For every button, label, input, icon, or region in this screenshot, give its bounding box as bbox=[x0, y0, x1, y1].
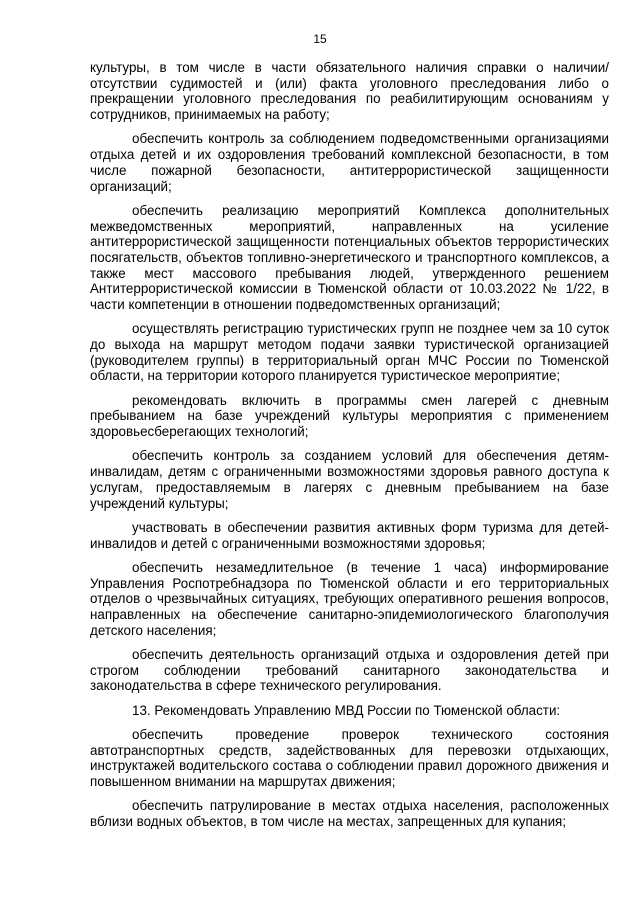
paragraph-active-tourism: участвовать в обеспечении развития активных форм туризма для детей-инвалидов и детей с ограниченными возможностями здоровья; bbox=[90, 519, 609, 551]
paragraph-emergency-notification: обеспечить незамедлительное (в течение 1 часа) информирование Управления Роспотребнадзора по Тюменской области и его территориальных отделов о чрезвычайных ситуациях, требующих оперативного решения вопросов, направленных на обеспечение санитарно-эпидемиологического благополучия детского населения; bbox=[90, 559, 609, 638]
paragraph-item-13-heading: 13. Рекомендовать Управлению МВД России по Тюменской области: bbox=[132, 702, 561, 718]
paragraph-tourist-registration: осуществлять регистрацию туристических групп не позднее чем за 10 суток до выхода на маршрут методом подачи заявки туристической организацией (руководителем группы) в территориальный орган МЧС России по Тюменской области, на территории которого планируется туристическое мероприятие; bbox=[90, 321, 609, 384]
paragraph-safety-control: обеспечить контроль за соблюдением подведомственными организациями отдыха детей и их оздоровления требований комплексной безопасности, в том числе пожарной безопасности, антитеррористической защищенности организаций; bbox=[90, 131, 609, 194]
paragraph-continuation: культуры, в том числе в части обязательного наличия справки о наличии/отсутствии судимостей и (или) факта уголовного преследования либо о прекращении уголовного преследования по реабилитирующим основаниям у сотрудников, принимаемых на работу; bbox=[90, 60, 609, 123]
paragraph-disabled-access: обеспечить контроль за созданием условий для обеспечения детям-инвалидам, детям с ограниченными возможностями здоровья равного доступа к услугам, предоставляемым в лагерях с дневным пребыванием на базе учреждений культуры; bbox=[90, 448, 609, 511]
paragraph-health-technologies: рекомендовать включить в программы смен лагерей с дневным пребыванием на базе учреждений культуры мероприятия с применением здоровьесберегающих технологий; bbox=[90, 392, 609, 440]
paragraph-sanitary-compliance: обеспечить деятельность организаций отдыха и оздоровления детей при строгом соблюдении требований санитарного законодательства и законодательства в сфере технического регулирования. bbox=[90, 646, 609, 694]
document-body bbox=[90, 60, 609, 838]
paragraph-patrolling: обеспечить патрулирование в местах отдыха населения, расположенных вблизи водных объектов, в том числе на местах, запрещенных для купания; bbox=[90, 798, 609, 830]
paragraph-antiterror-measures: обеспечить реализацию мероприятий Комплекса дополнительных межведомственных мероприятий, направленных на усиление антитеррористической защищенности потенциальных объектов террористических посягательств, объектов топливно-энергетического и транспортного комплексов, а также мест массового пребывания людей, утвержденного решением Антитеррористической комиссии в Тюменской области от 10.03.2022 № 1/22, в части компетенции в отношении подведомственных организаций; bbox=[90, 202, 609, 313]
paragraph-vehicle-inspection: обеспечить проведение проверок технического состояния автотранспортных средств, задействованных для перевозки отдыхающих, инструктажей водительского состава о соблюдении правил дорожного движения и повышенном внимании на маршрутах движения; bbox=[90, 726, 609, 790]
page-number: 15 bbox=[313, 32, 327, 46]
